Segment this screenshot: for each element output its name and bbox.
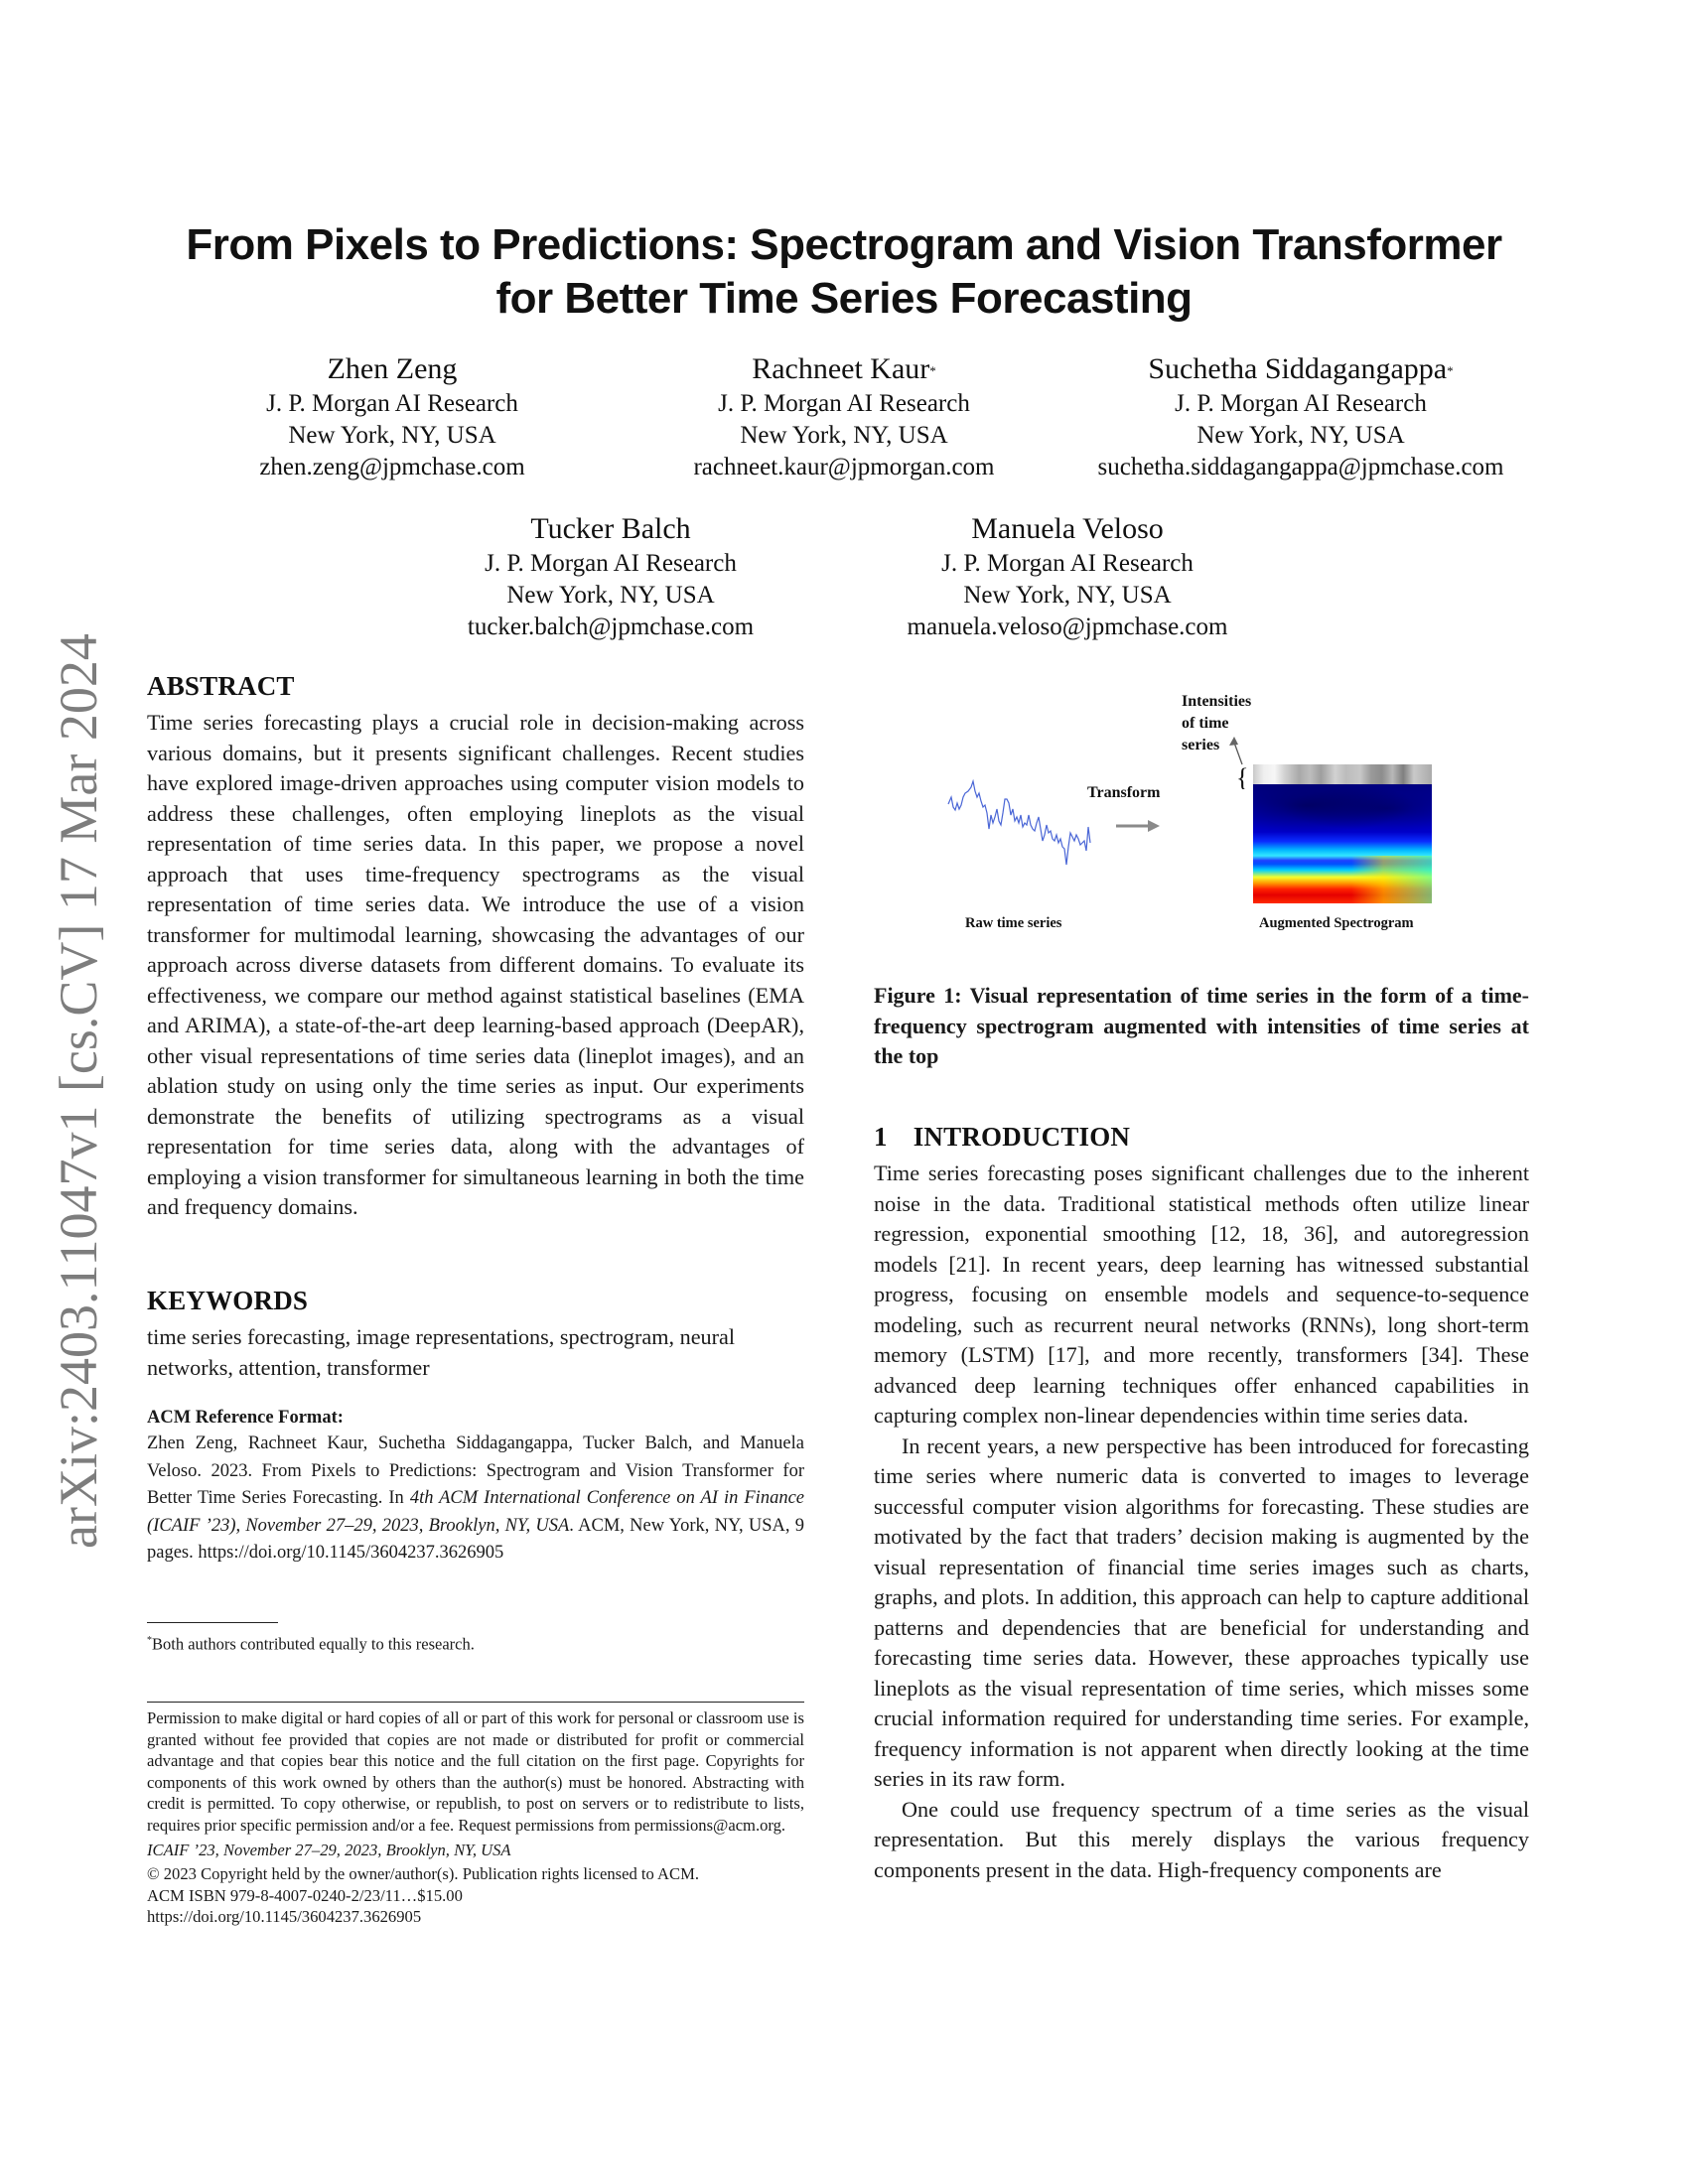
- raw-time-series-label: Raw time series: [965, 915, 1062, 931]
- keywords-text: time series forecasting, image representations, spectrogram, neural networks, attention, transformer: [147, 1324, 736, 1380]
- acm-reference-section: [147, 1408, 804, 1568]
- author-name-text: Suchetha Siddagangappa: [1148, 352, 1448, 385]
- footnote: [147, 1630, 804, 1655]
- introduction-paragraph-3: One could use frequency spectrum of a time series as the visual representation. But this merely displays the various frequency components present in the data. High-frequency components are: [874, 1796, 1529, 1882]
- author-name-text: Manuela Veloso: [971, 512, 1164, 545]
- author-name: [874, 510, 1261, 548]
- equal-contribution-marker: *: [1447, 363, 1454, 378]
- author-email[interactable]: zhen.zeng@jpmchase.com: [259, 454, 525, 480]
- spectrogram-image: [1253, 784, 1432, 903]
- introduction-section: [874, 1122, 1529, 1885]
- footnote-marker: *: [147, 1635, 152, 1646]
- permission-text: Permission to make digital or hard copies of all or part of this work for personal or classroom use is granted without fee provided that copies are not made or distributed for profit or commercial advantage and that copies bear this notice and the full citation on the first page. Copyrights for components of this work owned by others than the author(s) must be honored. Abstracting with credit is permitted. To copy otherwise, or republish, to post on servers or to redistribute to lists, requires prior specific permission and/or a fee. Request permissions from permissions@acm.org.: [147, 1708, 804, 1835]
- acm-reference-authors: Zhen Zeng, Rachneet Kaur, Suchetha Siddagangappa, Tucker Balch, and Manuela Veloso. 2023. From Pixels to Predictions: Spectrogram and Vision Transformer for Better Time Series Forecasting. In: [147, 1433, 804, 1508]
- author-email[interactable]: rachneet.kaur@jpmorgan.com: [693, 454, 995, 480]
- footnote-text: Both authors contributed equally to this research.: [152, 1634, 475, 1654]
- section-title: INTRODUCTION: [913, 1122, 1131, 1152]
- author-location: New York, NY, USA: [1196, 422, 1405, 449]
- permission-block: [147, 1707, 804, 1928]
- author-name: [645, 350, 1043, 388]
- title-line-1: From Pixels to Predictions: Spectrogram and Vision Transformer: [186, 220, 1502, 269]
- author-affiliation: J. P. Morgan AI Research: [485, 550, 737, 577]
- conference-venue: ICAIF ’23, November 27–29, 2023, Brooklyn, NY, USA: [147, 1840, 511, 1859]
- permission-rule: [147, 1702, 804, 1703]
- author-block: [874, 510, 1261, 643]
- author-name-text: Tucker Balch: [530, 512, 691, 545]
- acm-reference-heading: ACM Reference Format:: [147, 1408, 344, 1428]
- intensities-label-line-2: of time: [1182, 715, 1229, 732]
- introduction-paragraph-1: Time series forecasting poses significant challenges due to the inherent noise in the data. Traditional statistical methods often utilize linear regression, exponential smoothing [12, 18, 36], and autoregression models [21]. In recent years, deep learning has witnessed substantial progress, focusing on ensemble models and sequence-to-sequence modeling, such as recurrent neural networks (RNNs), long short-term memory (LSTM) [17], and more recently, transformers [34]. These advanced deep learning techniques offer enhanced capabilities in capturing complex non-linear dependencies within time series data.: [874, 1160, 1529, 1428]
- intensities-label-line-1: Intensities: [1182, 693, 1252, 710]
- svg-text:{: {: [1236, 763, 1249, 789]
- author-email[interactable]: suchetha.siddagangappa@jpmchase.com: [1097, 454, 1504, 480]
- author-name-text: Rachneet Kaur: [752, 352, 930, 385]
- figure-1-caption: Figure 1: Visual representation of time series in the form of a time-frequency spectrogram augmented with intensities of time series at the top: [874, 983, 1529, 1068]
- keywords-heading: KEYWORDS: [147, 1286, 309, 1315]
- introduction-paragraph-2: In recent years, a new perspective has been introduced for forecasting time series where numeric data is converted to images to leverage successful computer vision algorithms for forecasting. These studies are motivated by the fact that traders’ decision making is augmented by the visual representation of financial time series images such as charts, graphs, and plots. In addition, this approach can help to capture additional patterns and dependencies that are beneficial for understanding and forecasting time series data. However, these approaches typically use lineplots as the visual representation of time series, which misses some crucial information required for understanding time series. For example, frequency information is not apparent when directly looking at the time series in its raw form.: [874, 1433, 1529, 1791]
- arrow-up-icon: [1226, 735, 1256, 789]
- author-email[interactable]: manuela.veloso@jpmchase.com: [907, 614, 1228, 640]
- section-number: 1: [874, 1122, 888, 1152]
- author-location: New York, NY, USA: [963, 582, 1172, 609]
- arxiv-identifier-stamp: arXiv:2403.11047v1 [cs.CV] 17 Mar 2024: [49, 633, 108, 1549]
- author-block: [645, 350, 1043, 483]
- author-name: [422, 510, 799, 548]
- introduction-heading: [874, 1122, 1529, 1153]
- abstract-text: Time series forecasting plays a crucial role in decision-making across various domains, but it presents significant challenges. Recent studies have explored image-driven approaches using computer vision models to address these challenges, often employing lineplots as the visual representation of time series data. In this paper, we propose a novel approach that uses time-frequency spectrograms as the visual representation of time series data. We introduce the use of a vision transformer for multimodal learning, showcasing the advantages of our approach across diverse datasets from different domains. To evaluate its effectiveness, we compare our method against statistical baselines (EMA and ARIMA), a state-of-the-art deep learning-based approach (DeepAR), other visual representations of time series data (lineplot images), and an ablation study on using only the time series as input. Our experiments demonstrate the benefits of utilizing spectrograms as a visual representation for time series data, along with the advantages of employing a vision transformer for simultaneous learning in both the time and frequency domains.: [147, 710, 804, 1219]
- acm-reference-doi[interactable]: . ACM, New York, NY, USA, 9 pages. https://doi.org/10.1145/3604237.3626905: [147, 1515, 804, 1563]
- time-series-intensity-strip: [1253, 764, 1432, 784]
- author-block: [1072, 350, 1529, 483]
- footnote-rule: [147, 1622, 278, 1623]
- augmented-spectrogram-label: Augmented Spectrogram: [1259, 915, 1414, 931]
- equal-contribution-marker: *: [929, 363, 936, 378]
- doi-link[interactable]: https://doi.org/10.1145/3604237.3626905: [147, 1907, 422, 1927]
- author-location: New York, NY, USA: [740, 422, 948, 449]
- author-location: New York, NY, USA: [288, 422, 496, 449]
- author-affiliation: J. P. Morgan AI Research: [266, 390, 518, 417]
- paper-title: [99, 218, 1589, 326]
- title-line-2: for Better Time Series Forecasting: [495, 274, 1193, 323]
- author-name: [213, 350, 571, 388]
- abstract-heading: ABSTRACT: [147, 671, 295, 701]
- copyright-notice: © 2023 Copyright held by the owner/author(s). Publication rights licensed to ACM.: [147, 1864, 699, 1884]
- acm-isbn: ACM ISBN 979-8-4007-0240-2/23/11…$15.00: [147, 1885, 463, 1905]
- figure-1-caption-block: [874, 981, 1529, 1072]
- author-name-text: Zhen Zeng: [327, 352, 458, 385]
- author-affiliation: J. P. Morgan AI Research: [1175, 390, 1427, 417]
- acm-reference-venue: 4th ACM International Conference on AI in Finance (ICAIF ’23), November 27–29, 2023, Brooklyn, NY, USA: [147, 1488, 804, 1536]
- keywords-section: [147, 1286, 804, 1383]
- author-block: [422, 510, 799, 643]
- author-affiliation: J. P. Morgan AI Research: [718, 390, 970, 417]
- intensities-label-line-3: series: [1182, 737, 1220, 753]
- author-email[interactable]: tucker.balch@jpmchase.com: [467, 614, 755, 640]
- author-name: [1072, 350, 1529, 388]
- abstract-section: [147, 671, 804, 1223]
- author-block: [213, 350, 571, 483]
- arrow-right-icon: [1114, 818, 1164, 834]
- author-affiliation: J. P. Morgan AI Research: [941, 550, 1194, 577]
- acm-reference-text: [147, 1431, 804, 1568]
- transform-label: Transform: [1087, 784, 1161, 801]
- author-location: New York, NY, USA: [506, 582, 715, 609]
